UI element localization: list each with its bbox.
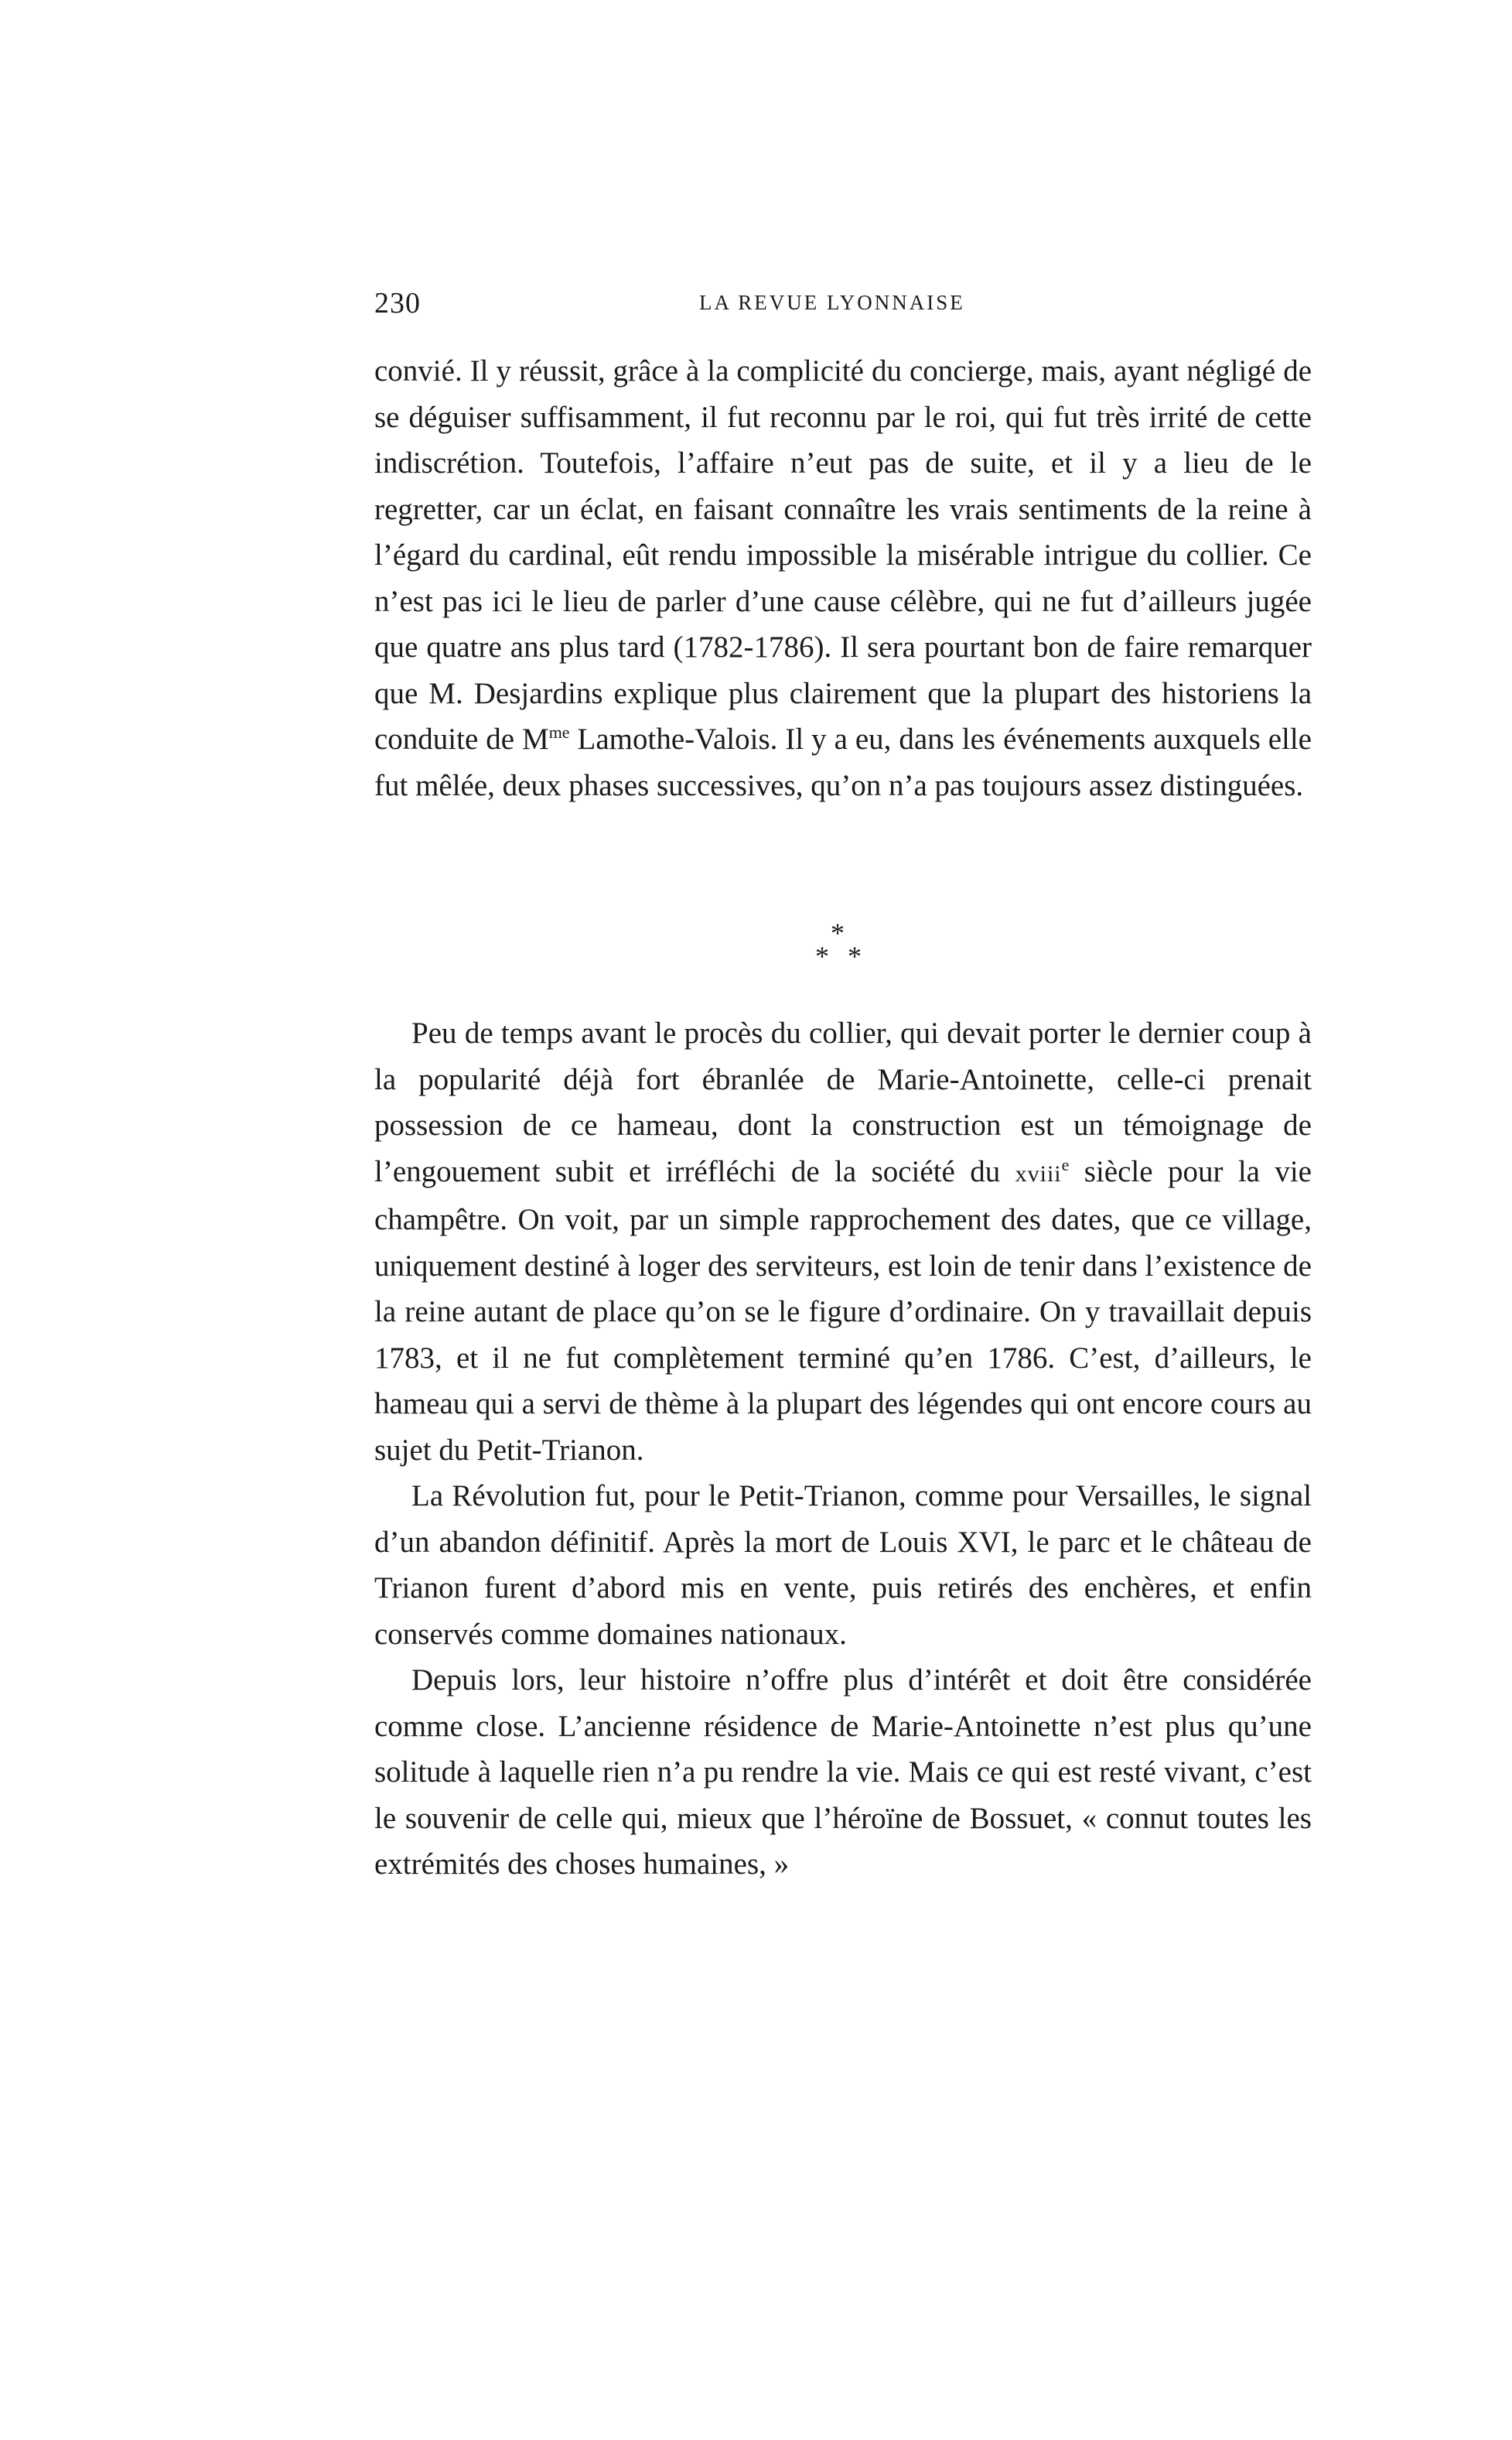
text-block-lower xyxy=(374,1010,1312,1888)
century-numeral: xviii xyxy=(1015,1160,1062,1187)
asterisk: * xyxy=(831,918,845,948)
text-block-upper xyxy=(374,348,1312,808)
running-head xyxy=(374,286,1312,325)
book-page xyxy=(374,0,1312,2440)
paragraph: Depuis lors, leur histoire n’offre plus d’intérêt et doit être considérée comme close. L’ancienne résidence de Marie-Antoinette n’est plus qu’une solitude à laquelle rien n’a pu rendre la vie. Mais ce qui est resté vivant, c’est le souvenir de celle qui, mieux que l’héroïne de Bossuet, « connut toutes les extrémités des choses humaines, » xyxy=(374,1663,1312,1881)
journal-title: LA REVUE LYONNAISE xyxy=(699,291,965,314)
paragraph-text: Lamothe-Valois. Il y a eu, dans les événements auxquels elle fut mêlée, deux phases successives, qu’on n’a pas toujours assez distinguées. xyxy=(374,723,1312,802)
asterisk: * xyxy=(848,941,862,972)
paragraph-text: Peu de temps avant le procès du collier, qui devait porter le dernier coup à la popularité déjà fort ébranlée de Marie-Antoinette, celle-ci prenait possession de ce hameau, dont la construction est un témoignage de l’engouement subit et irréfléchi de la société du xyxy=(374,1017,1312,1188)
paragraph xyxy=(374,1010,1312,1473)
paragraph-text: siècle pour la vie champêtre. On voit, par un simple rapprochement des dates, que ce village, uniquement destiné à loger des serviteurs, est loin de tenir dans l’existence de la reine autant de place qu’on se le figure d’ordinaire. On y travaillait depuis 1783, et il ne fut complètement terminé qu’en 1786. C’est, d’ailleurs, le hameau qui a servi de thème à la plupart des légendes qui ont encore cours au sujet du Petit-Trianon. xyxy=(374,1154,1312,1467)
superscript: e xyxy=(1061,1154,1070,1174)
superscript: me xyxy=(548,723,570,742)
paragraph-text: convié. Il y réussit, grâce à la complicité du concierge, mais, ayant négligé de se déguiser suffisamment, il fut reconnu par le roi, qui fut très irrité de cette indiscrétion. Toutefois, l’affaire n’eut pas de suite, et il y a lieu de le regretter, car un éclat, en faisant connaître les vrais sentiments de la reine à l’égard du cardinal, eût rendu impossible la misérable intrigue du collier. Ce n’est pas ici le lieu de parler d’une cause célèbre, qui ne fut d’ailleurs jugée que quatre ans plus tard (1782-1786). Il sera pourtant bon de faire remarquer que M. Desjardins explique plus clairement que la plupart des historiens la conduite de M xyxy=(374,354,1312,756)
page-number: 230 xyxy=(374,287,421,320)
asterisk: * xyxy=(815,941,829,972)
section-break-asterism xyxy=(807,919,885,981)
paragraph: La Révolution fut, pour le Petit-Trianon, comme pour Versailles, le signal d’un abandon définitif. Après la mort de Louis XVI, le parc et le château de Trianon furent d’abord mis en vente, puis retirés des enchères, et enfin conservés comme domaines nationaux. xyxy=(374,1479,1312,1651)
paragraph-continued xyxy=(374,348,1312,808)
